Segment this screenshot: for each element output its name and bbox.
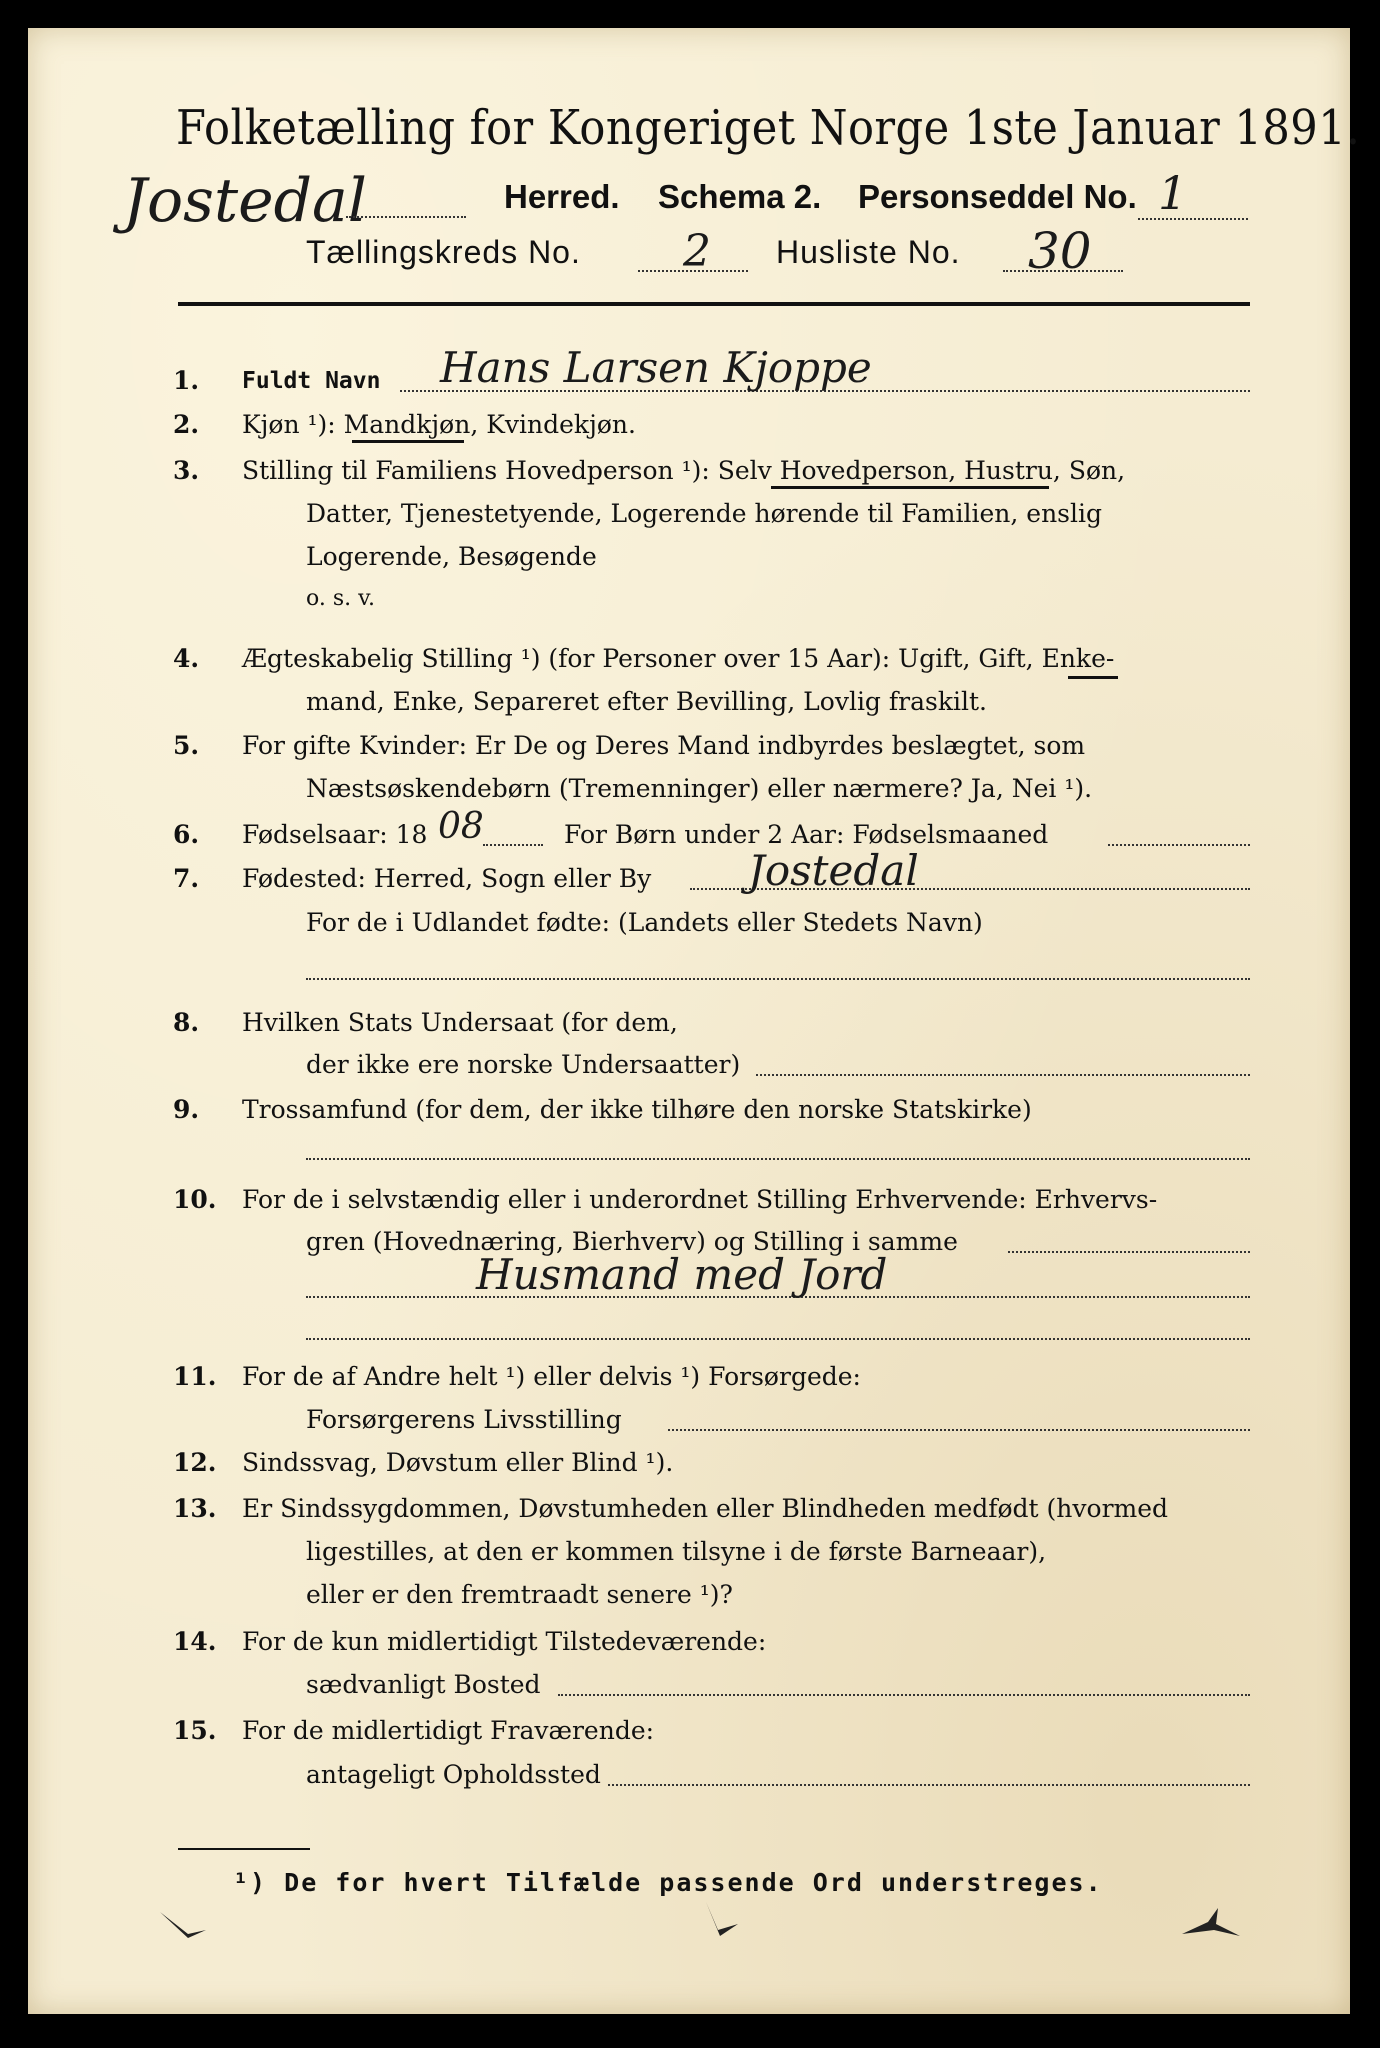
residence-dotted-line [558, 1694, 1250, 1696]
item-label: Stilling til Familiens Hovedperson ¹): Selv Hovedperson, Hustru, Søn, [242, 456, 1126, 485]
occupation-dotted-line [1008, 1251, 1250, 1253]
item-number: 11. [173, 1362, 217, 1391]
item-continuation: der ikke ere norske Undersaatter) [306, 1050, 741, 1079]
underline-mark [1068, 676, 1118, 679]
item-number: 6. [173, 820, 200, 849]
item-label: Ægteskabelig Stilling ¹) (for Personer over 15 Aar): Ugift, Gift, Enke- [242, 644, 1115, 673]
item-number: 10. [173, 1185, 217, 1214]
birthyear-dotted-line [483, 844, 543, 846]
item-label: For de midlertidigt Fraværende: [242, 1716, 655, 1745]
herred-handwritten: Jostedal [123, 166, 367, 236]
item-label-secondary: For Børn under 2 Aar: Fødselsmaaned [564, 820, 1049, 849]
item-number: 4. [173, 644, 200, 673]
birthmonth-dotted-line [1108, 844, 1250, 846]
name-handwritten: Hans Larsen Kjoppe [440, 343, 872, 392]
underline-mark [771, 486, 1049, 489]
schema-label: Schema 2. [658, 178, 822, 215]
item-number: 1. [173, 366, 200, 395]
item-number: 3. [173, 456, 200, 485]
item-label: Hvilken Stats Undersaat (for dem, [242, 1008, 678, 1037]
husliste-handwritten: 30 [1028, 222, 1092, 280]
header-rule [178, 302, 1250, 306]
underline-mark [352, 440, 464, 443]
item-number: 14. [173, 1627, 217, 1656]
item-label: For gifte Kvinder: Er De og Deres Mand indbyrdes beslægtet, som [242, 731, 1086, 760]
item-number: 7. [173, 864, 200, 893]
herred-dotted-line [346, 216, 466, 218]
husliste-label: Husliste No. [776, 234, 961, 270]
item-continuation: ligestilles, at den er kommen tilsyne i de første Barneaar), [306, 1537, 1047, 1566]
nationality-dotted-line [756, 1074, 1250, 1076]
pencil-mark-icon [158, 1908, 218, 1948]
item-label: For de kun midlertidigt Tilstedeværende: [242, 1627, 767, 1656]
item-label: For de af Andre helt ¹) eller delvis ¹) Forsørgede: [242, 1362, 861, 1391]
item-label: Kjøn ¹): Mandkjøn, Kvindekjøn. [242, 410, 636, 439]
item-continuation: mand, Enke, Separeret efter Bevilling, Lovlig fraskilt. [306, 687, 987, 716]
item-number: 12. [173, 1448, 217, 1477]
personseddel-dotted-line [1138, 218, 1248, 220]
birthplace-handwritten: Jostedal [748, 846, 919, 895]
item-continuation: Logerende, Besøgende [306, 542, 597, 571]
item-continuation: o. s. v. [306, 586, 375, 611]
item-number: 13. [173, 1494, 217, 1523]
item-label: Fuldt Navn [242, 368, 381, 394]
item-number: 15. [173, 1716, 217, 1745]
item-continuation: antageligt Opholdssted [306, 1760, 601, 1789]
provider-dotted-line [668, 1429, 1250, 1431]
absence-dotted-line [608, 1784, 1250, 1786]
personseddel-handwritten: 1 [1158, 166, 1188, 220]
occupation-handwritten: Husmand med Jord [476, 1250, 888, 1299]
item-continuation: Næstsøskendebørn (Tremenninger) eller nærmere? Ja, Nei ¹). [306, 774, 1093, 803]
personseddel-label: Personseddel No. [858, 178, 1137, 215]
herred-label: Herred. [504, 178, 620, 215]
item-number: 2. [173, 410, 200, 439]
footnote: ¹) De for hvert Tilfælde passende Ord understreges. [233, 1868, 1103, 1897]
kreds-handwritten: 2 [683, 226, 711, 277]
birthyear-handwritten: 08 [438, 806, 484, 847]
kreds-label: Tællingskreds No. [306, 234, 581, 270]
husliste-dotted-line [1003, 270, 1123, 272]
item-continuation: eller er den fremtraadt senere ¹)? [306, 1580, 733, 1609]
pencil-mark-icon [698, 1900, 758, 1944]
item-label: Fødselsaar: 18 [242, 820, 428, 849]
item-number: 9. [173, 1095, 200, 1124]
item-label: Fødested: Herred, Sogn eller By [242, 864, 652, 893]
item-continuation: Forsørgerens Livsstilling [306, 1405, 622, 1434]
religion-dotted-line [306, 1158, 1250, 1160]
item-continuation: For de i Udlandet fødte: (Landets eller Stedets Navn) [306, 908, 983, 937]
foreign-birthplace-dotted-line [306, 978, 1250, 980]
pencil-mark-icon [1178, 1906, 1248, 1946]
item-label: Sindssvag, Døvstum eller Blind ¹). [242, 1448, 674, 1477]
item-continuation: Datter, Tjenestetyende, Logerende hørende til Familien, enslig [306, 499, 1103, 528]
census-form-page [28, 28, 1361, 2014]
item-label: Er Sindssygdommen, Døvstumheden eller Blindheden medfødt (hvormed [242, 1494, 1169, 1523]
item-label: For de i selvstændig eller i underordnet Stilling Erhvervende: Erhvervs- [242, 1185, 1158, 1214]
occupation-dotted-line-3 [306, 1338, 1250, 1340]
item-number: 5. [173, 731, 200, 760]
kreds-dotted-line [638, 270, 748, 272]
form-title: Folketælling for Kongeriget Norge 1ste Januar 1891. [176, 100, 1361, 156]
footnote-rule [178, 1848, 310, 1850]
item-label: Trossamfund (for dem, der ikke tilhøre den norske Statskirke) [242, 1095, 1032, 1124]
item-continuation: gren (Hovednæring, Bierhverv) og Stilling i samme [306, 1227, 958, 1256]
item-number: 8. [173, 1008, 200, 1037]
item-continuation: sædvanligt Bosted [306, 1670, 541, 1699]
